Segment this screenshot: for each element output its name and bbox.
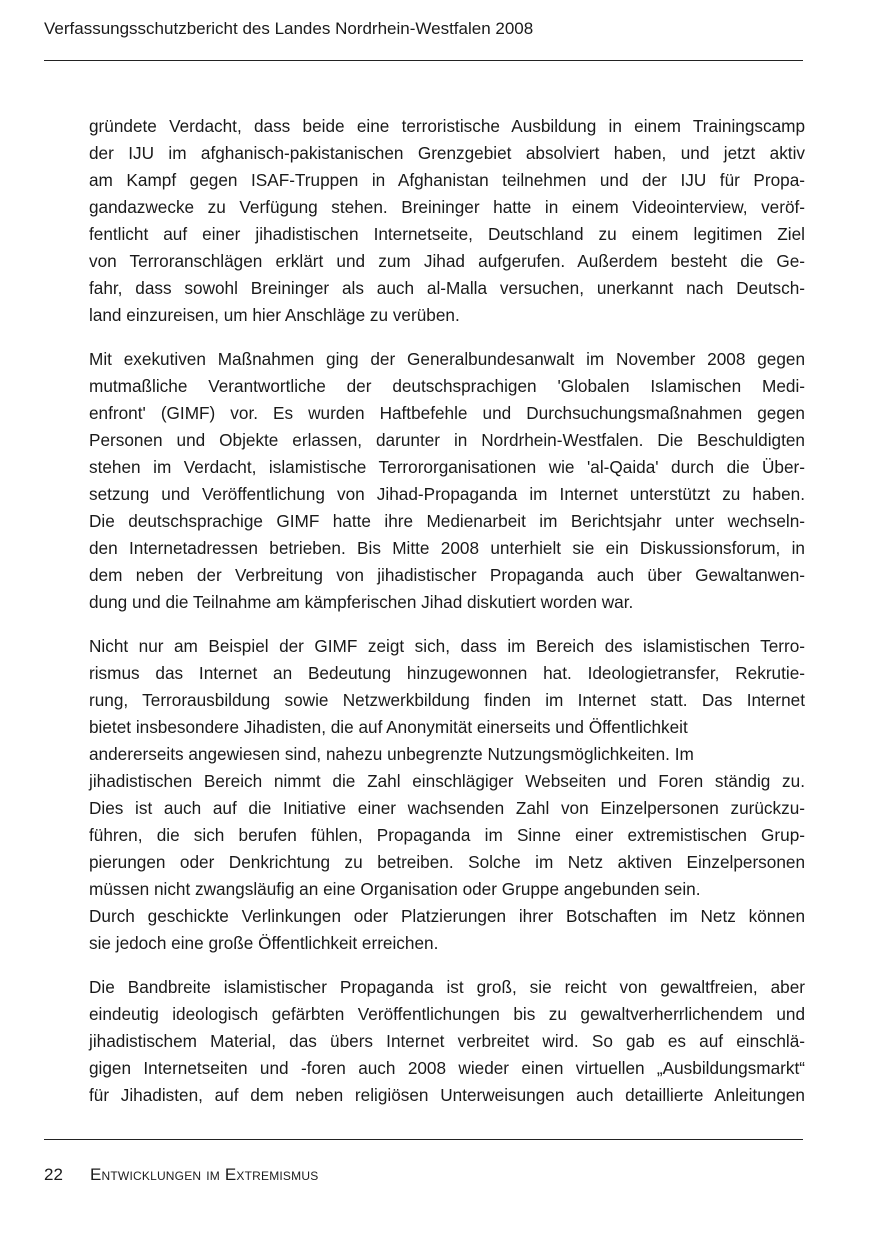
section-title: Entwicklungen im Extremismus (90, 1165, 319, 1184)
text-line: andererseits angewiesen sind, nahezu unbegrenzte Nutzungsmöglichkeiten. Im (89, 744, 694, 764)
text-line: enfront' (GIMF) vor. Es wurden Haftbefehle und Durchsuchungsmaßnahmen gegen (89, 403, 805, 423)
text-line: stehen im Verdacht, islamistische Terrororganisationen wie 'al-Qaida' durch die Über- (89, 457, 805, 477)
text-line: für Jihadisten, auf dem neben religiösen Unterweisungen auch detaillierte Anleitungen (89, 1085, 805, 1105)
paragraph (89, 974, 805, 1109)
text-line: führen, die sich berufen fühlen, Propaganda im Sinne einer extremistischen Grup- (89, 825, 805, 845)
text-line: den Internetadressen betrieben. Bis Mitte 2008 unterhielt sie ein Diskussionsforum, in (89, 538, 805, 558)
text-line: gandazwecke zu Verfügung stehen. Breininger hatte in einem Videointerview, veröf- (89, 197, 805, 217)
header-divider (44, 60, 803, 61)
text-line: land einzureisen, um hier Anschläge zu verüben. (89, 305, 460, 325)
text-line: Die deutschsprachige GIMF hatte ihre Medienarbeit im Berichtsjahr unter wechseln- (89, 511, 805, 531)
text-line: von Terroranschlägen erklärt und zum Jihad aufgerufen. Außerdem besteht die Ge- (89, 251, 805, 271)
text-line: Die Bandbreite islamistischer Propaganda ist groß, sie reicht von gewaltfreien, aber (89, 977, 805, 997)
text-line: bietet insbesondere Jihadisten, die auf Anonymität einerseits und Öffentlichkeit (89, 717, 688, 737)
text-line: dung und die Teilnahme am kämpferischen Jihad diskutiert worden war. (89, 592, 634, 612)
text-line: fentlicht auf einer jihadistischen Internetseite, Deutschland zu einem legitimen Ziel (89, 224, 805, 244)
text-line: rismus das Internet an Bedeutung hinzugewonnen hat. Ideologietransfer, Rekrutie- (89, 663, 805, 683)
page-footer (44, 1164, 318, 1186)
text-line: der IJU im afghanisch-pakistanischen Grenzgebiet absolviert haben, und jetzt aktiv (89, 143, 805, 163)
text-line: fahr, dass sowohl Breininger als auch al-Malla versuchen, unerkannt nach Deutsch- (89, 278, 805, 298)
page-number: 22 (44, 1165, 63, 1184)
paragraph (89, 633, 805, 957)
text-line: Personen und Objekte erlassen, darunter in Nordrhein-Westfalen. Die Beschuldigten (89, 430, 805, 450)
text-line: jihadistischem Material, das übers Internet verbreitet wird. So gab es auf einschlä- (89, 1031, 805, 1051)
text-line: Nicht nur am Beispiel der GIMF zeigt sich, dass im Bereich des islamistischen Terro- (89, 636, 805, 656)
text-line: jihadistischen Bereich nimmt die Zahl einschlägiger Webseiten und Foren ständig zu. (89, 771, 805, 791)
text-line: mutmaßliche Verantwortliche der deutschsprachigen 'Globalen Islamischen Medi- (89, 376, 805, 396)
text-line: müssen nicht zwangsläufig an eine Organisation oder Gruppe angebunden sein. (89, 879, 701, 899)
text-line: Dies ist auch auf die Initiative einer wachsenden Zahl von Einzelpersonen zurückzu- (89, 798, 805, 818)
paragraph (89, 113, 805, 329)
text-line: eindeutig ideologisch gefärbten Veröffentlichungen bis zu gewaltverherrlichendem und (89, 1004, 805, 1024)
footer-divider (44, 1139, 803, 1140)
text-line: Durch geschickte Verlinkungen oder Platzierungen ihrer Botschaften im Netz können (89, 906, 805, 926)
text-line: dem neben der Verbreitung von jihadistischer Propaganda auch über Gewaltanwen- (89, 565, 805, 585)
text-line: am Kampf gegen ISAF-Truppen in Afghanistan teilnehmen und der IJU für Propa- (89, 170, 805, 190)
text-line: Mit exekutiven Maßnahmen ging der Generalbundesanwalt im November 2008 gegen (89, 349, 805, 369)
body-text (89, 113, 805, 1126)
text-line: pierungen oder Denkrichtung zu betreiben. Solche im Netz aktiven Einzelpersonen (89, 852, 805, 872)
text-line: gigen Internetseiten und -foren auch 2008 wieder einen virtuellen „Ausbildungsmarkt“ (89, 1058, 805, 1078)
running-header: Verfassungsschutzbericht des Landes Nordrhein-Westfalen 2008 (44, 19, 534, 38)
text-line: rung, Terrorausbildung sowie Netzwerkbildung finden im Internet statt. Das Internet (89, 690, 805, 710)
text-line: setzung und Veröffentlichung von Jihad-Propaganda im Internet unterstützt zu haben. (89, 484, 805, 504)
text-line: gründete Verdacht, dass beide eine terroristische Ausbildung in einem Trainingscamp (89, 116, 805, 136)
text-line: sie jedoch eine große Öffentlichkeit erreichen. (89, 933, 439, 953)
paragraph (89, 346, 805, 616)
